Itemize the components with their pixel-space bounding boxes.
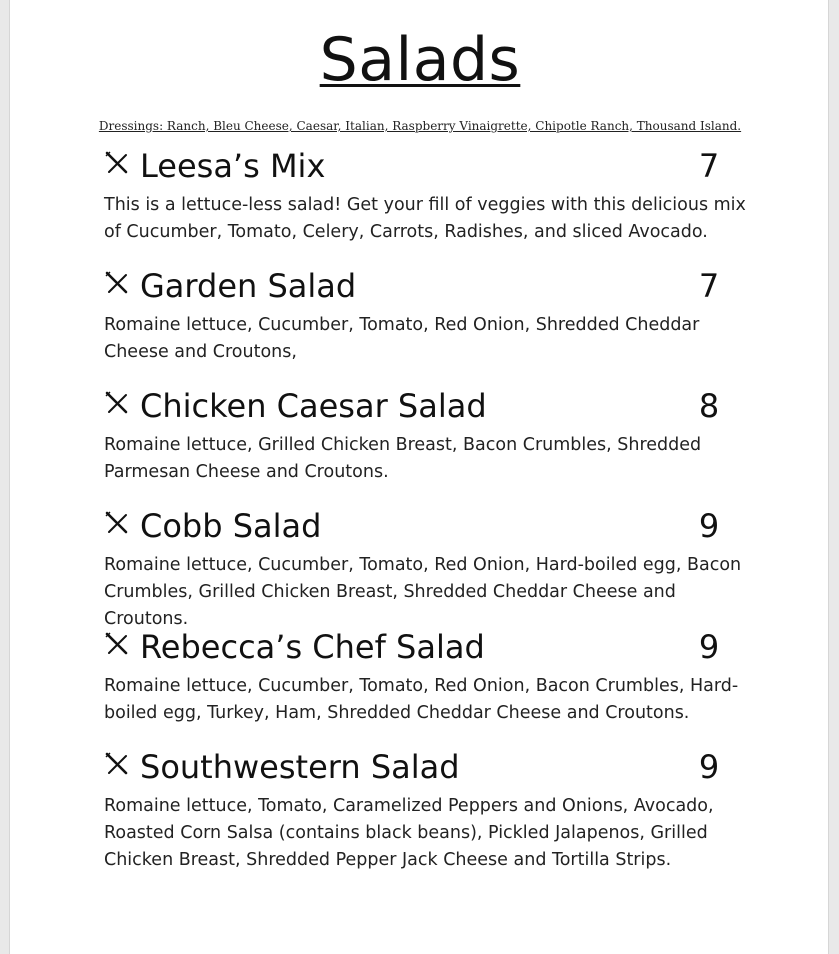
item-description: Romaine lettuce, Cucumber, Tomato, Red Onion, Hard-boiled egg, Bacon Crumbles, Grilled Chicken Breast, Shredded Cheddar Cheese and Croutons. (104, 555, 742, 629)
menu-item (104, 506, 754, 629)
page-title: Salads (319, 25, 521, 95)
item-price: 9 (698, 507, 720, 545)
fork-knife-icon (104, 390, 130, 416)
item-price: 8 (698, 387, 720, 425)
fork-knife-icon (104, 270, 130, 296)
menu-item (104, 386, 754, 482)
menu-item (104, 266, 754, 362)
fork-knife-icon (104, 631, 130, 657)
item-name: Garden Salad (140, 267, 357, 305)
item-price: 9 (698, 628, 720, 666)
fork-knife-icon (104, 751, 130, 777)
menu-item (104, 747, 754, 870)
item-description: Romaine lettuce, Cucumber, Tomato, Red Onion, Shredded Cheddar Cheese and Croutons, (104, 315, 700, 362)
item-price: 9 (698, 748, 720, 786)
dressings-note: Dressings: Ranch, Bleu Cheese, Caesar, Italian, Raspberry Vinaigrette, Chipotle Ranch, Thousand Island. (98, 119, 742, 133)
item-description: Romaine lettuce, Grilled Chicken Breast, Bacon Crumbles, Shredded Parmesan Cheese and Croutons. (104, 435, 702, 482)
item-description: Romaine lettuce, Tomato, Caramelized Peppers and Onions, Avocado, Roasted Corn Salsa (contains black beans), Pickled Jalapenos, Grilled Chicken Breast, Shredded Pepper Jack Cheese and Tortilla Strips. (104, 796, 714, 870)
item-description: Romaine lettuce, Cucumber, Tomato, Red Onion, Bacon Crumbles, Hard-boiled egg, Turkey, Ham, Shredded Cheddar Cheese and Croutons. (104, 676, 739, 723)
fork-knife-icon (104, 510, 130, 536)
item-name: Rebecca’s Chef Salad (140, 628, 485, 666)
item-name: Cobb Salad (140, 507, 322, 545)
item-name: Southwestern Salad (140, 748, 460, 786)
menu-item (104, 627, 754, 723)
menu-page (9, 0, 829, 954)
item-price: 7 (698, 267, 720, 305)
fork-knife-icon (104, 150, 130, 176)
item-name: Chicken Caesar Salad (140, 387, 487, 425)
item-description: This is a lettuce-less salad! Get your fill of veggies with this delicious mix of Cucumber, Tomato, Celery, Carrots, Radishes, and sliced Avocado. (104, 195, 746, 242)
item-name: Leesa’s Mix (140, 147, 326, 185)
item-price: 7 (698, 147, 720, 185)
menu-item (104, 146, 754, 242)
